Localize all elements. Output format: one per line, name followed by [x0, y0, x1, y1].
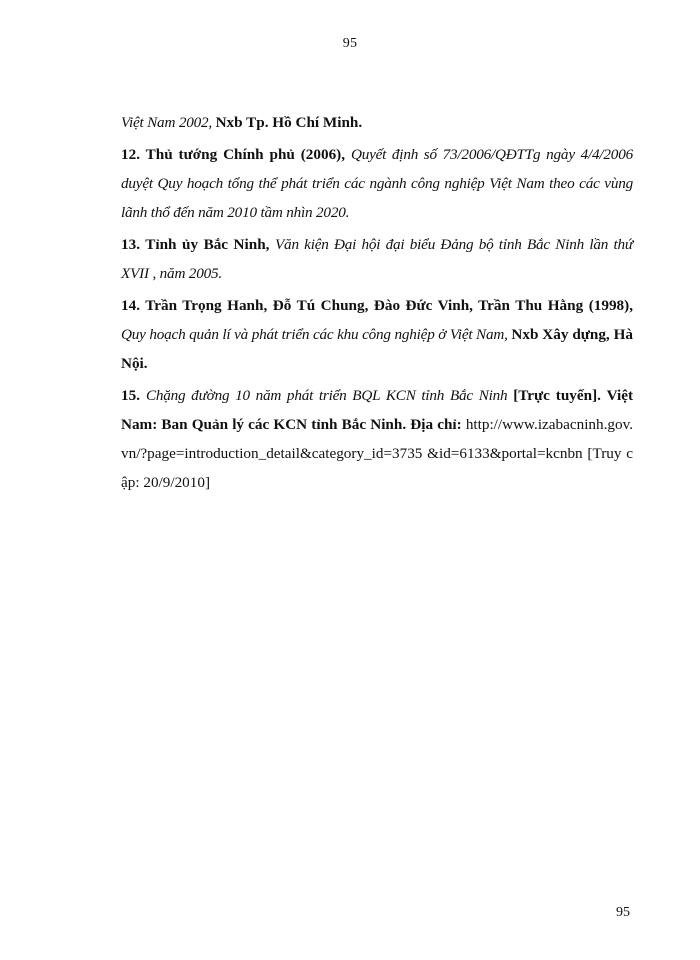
page-number-header: 95: [342, 36, 358, 51]
reference-url[interactable]: http://www.izabacninh.gov.vn/?page=introduction_detail&category_id=3735 &id=6133&portal=kcnbn [Truy cập: 20/9/2010]: [121, 416, 633, 491]
reference-publisher: Nxb Xây dựng, Hà Nội.: [121, 326, 633, 372]
reference-publisher: Nxb Tp. Hồ Chí Minh.: [215, 114, 363, 131]
reference-author: 12. Thủ tướng Chính phủ (2006),: [121, 146, 351, 163]
reference-title: Quy hoạch quản lí và phát triển các khu công nghiệp ở Việt Nam,: [121, 326, 512, 343]
reference-entry-13: [121, 230, 633, 288]
reference-number: 15.: [121, 387, 146, 404]
reference-title: Văn kiện Đại hội đại biểu Đảng bộ tỉnh Bắc Ninh lần thứ XVII , năm 2005.: [121, 236, 633, 282]
reference-entry-15: [121, 381, 633, 497]
reference-title: Chặng đường 10 năm phát triển BQL KCN tỉnh Bắc Ninh: [145, 387, 514, 404]
reference-title: Quyết định số 73/2006/QĐTTg ngày 4/4/2006 duyệt Quy hoạch tổng thể phát triển các ngành công nghiệp Việt Nam theo các vùng lãnh thổ đến năm 2010 tầm nhìn 2020.: [121, 146, 633, 221]
page-number-footer: 95: [616, 905, 630, 920]
reference-source: [Trực tuyến]. Việt Nam: Ban Quản lý các KCN tỉnh Bắc Ninh. Địa chỉ:: [121, 387, 634, 433]
reference-author: 13. Tỉnh ủy Bắc Ninh,: [121, 236, 275, 253]
reference-entry: [121, 108, 633, 137]
reference-author: 14. Trần Trọng Hanh, Đỗ Tú Chung, Đào Đức Vinh, Trần Thu Hằng (1998),: [121, 297, 633, 314]
reference-list: [121, 108, 633, 497]
reference-entry-14: [121, 291, 633, 378]
reference-title-continuation: Việt Nam 2002,: [121, 114, 216, 131]
reference-entry-12: [121, 140, 633, 227]
